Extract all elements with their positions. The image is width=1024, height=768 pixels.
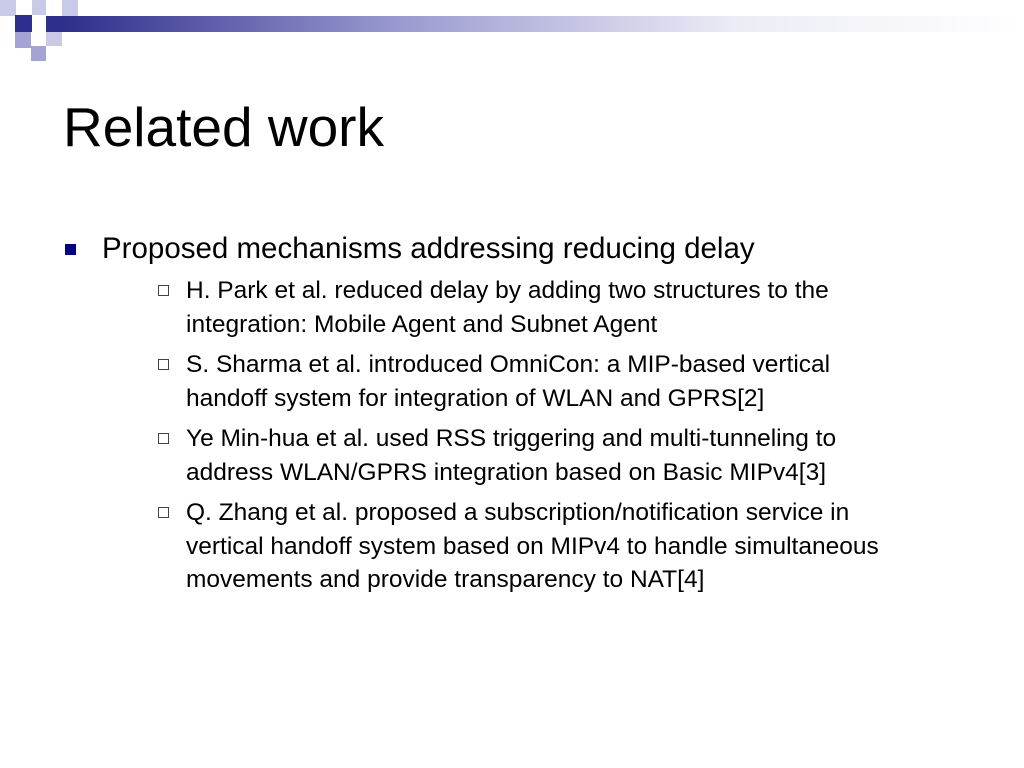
sub-bullet-item: [142, 496, 962, 597]
header-gradient-bar: [62, 16, 1024, 32]
sub-bullet-line: integration: Mobile Agent and Subnet Agent: [186, 310, 658, 338]
sub-bullet-item: [142, 422, 962, 489]
sub-bullet-item: [142, 274, 962, 341]
header-square-1: [0, 0, 16, 16]
slide-title: Related work: [63, 96, 384, 158]
header-square-5: [62, 0, 78, 16]
header-square-6: [15, 32, 31, 48]
bullet-item: [62, 230, 962, 597]
sub-bullet-line: vertical handoff system based on MIPv4 to handle simultaneous: [186, 532, 879, 560]
header-square-7: [31, 46, 46, 61]
sub-bullet-list: [102, 274, 962, 597]
hollow-square-bullet-icon: [158, 285, 169, 296]
hollow-square-bullet-icon: [158, 359, 169, 370]
header-square-4: [46, 16, 62, 32]
header-square-3: [32, 0, 46, 15]
header-square-8: [46, 32, 62, 46]
hollow-square-bullet-icon: [158, 433, 169, 444]
sub-bullet-line: address WLAN/GPRS integration based on Basic MIPv4[3]: [186, 458, 827, 486]
sub-bullet-line: S. Sharma et al. introduced OmniCon: a MIP-based vertical: [186, 351, 831, 378]
sub-bullet-line: H. Park et al. reduced delay by adding two structures to the: [186, 277, 829, 304]
hollow-square-bullet-icon: [158, 507, 169, 518]
sub-bullet-line: Ye Min-hua et al. used RSS triggering and multi-tunneling to: [186, 425, 837, 452]
sub-bullet-item: [142, 348, 962, 415]
square-bullet-icon: [65, 244, 76, 255]
bullet-list: [62, 230, 962, 604]
sub-bullet-line: Q. Zhang et al. proposed a subscription/notification service in: [186, 499, 850, 526]
header-decoration: [0, 0, 1024, 64]
bullet-text: Proposed mechanisms addressing reducing delay: [102, 232, 755, 265]
sub-bullet-line: handoff system for integration of WLAN and GPRS[2]: [186, 384, 765, 412]
sub-bullet-line: movements and provide transparency to NAT[4]: [186, 566, 705, 593]
header-square-2: [15, 15, 32, 32]
